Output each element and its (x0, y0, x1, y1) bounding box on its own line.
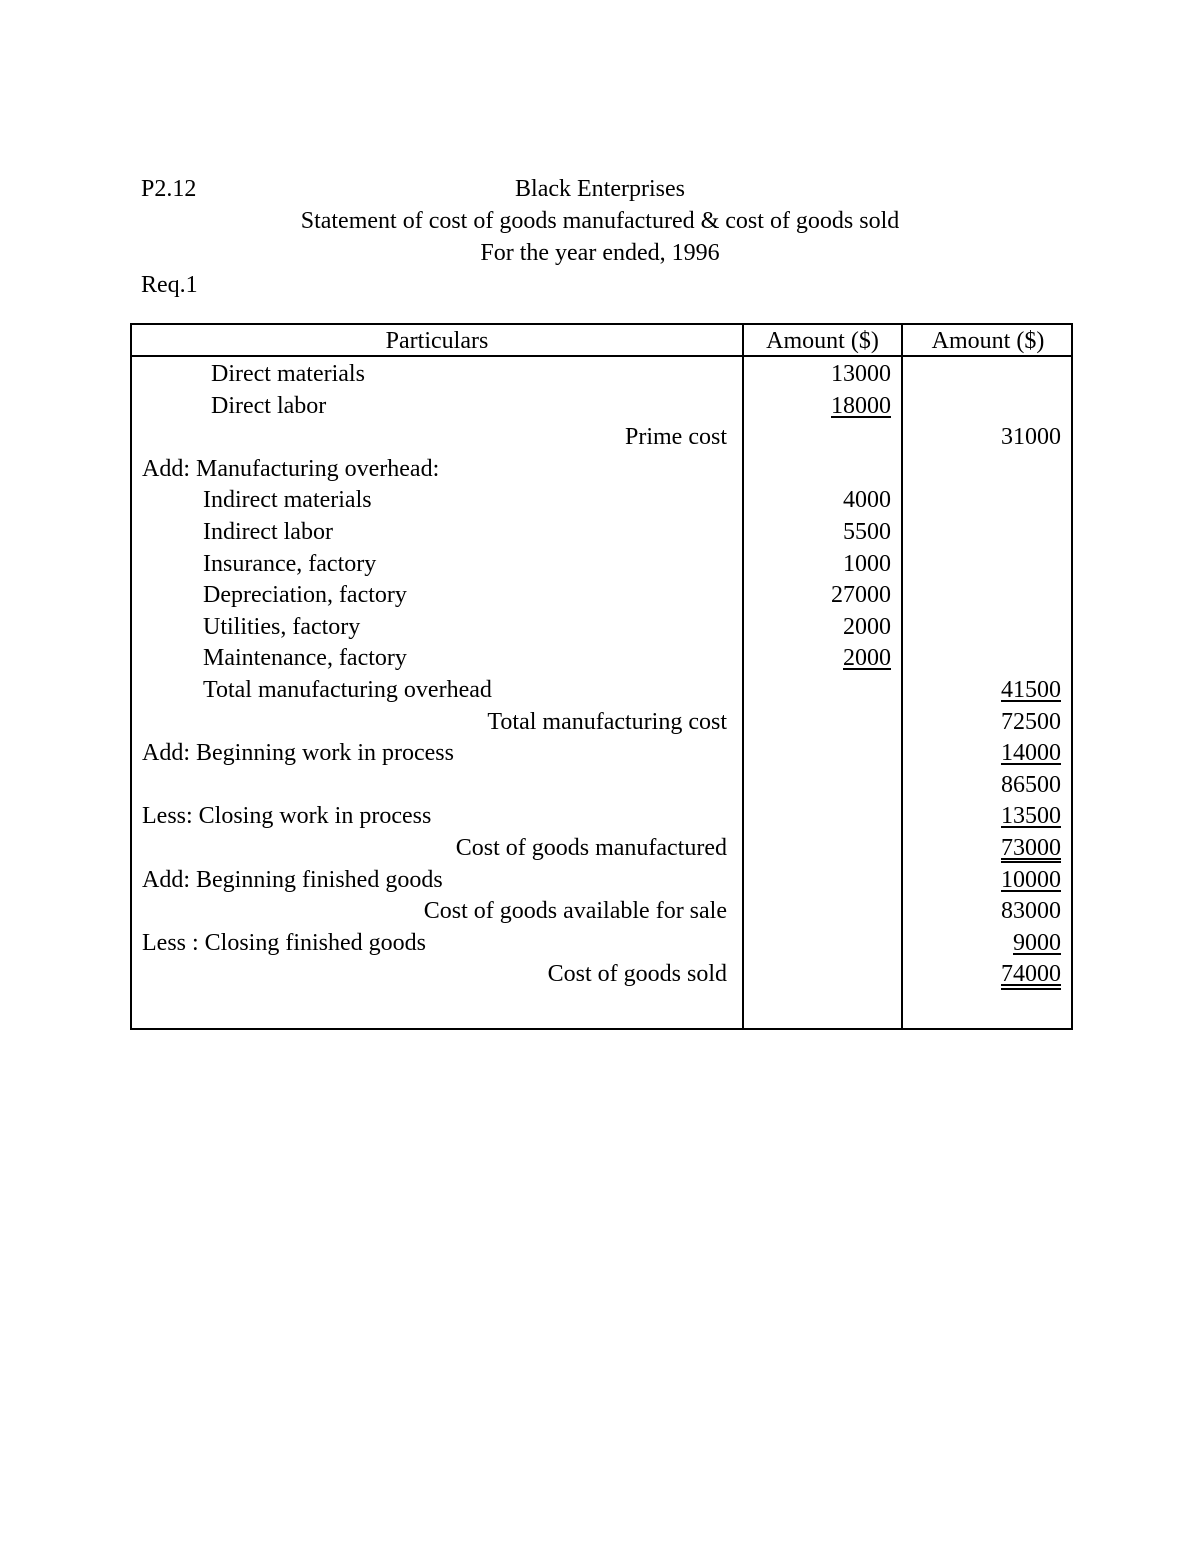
row-label: Cost of goods available for sale (423, 898, 727, 925)
row-amount-1: 27000 (831, 582, 891, 609)
row-label: Cost of goods sold (547, 961, 727, 988)
row-label: Less : Closing finished goods (142, 929, 427, 956)
table-row (132, 580, 1071, 612)
statement-rows (132, 359, 1071, 991)
row-label: Prime cost (625, 424, 727, 451)
row-amount-2: 41500 (1001, 676, 1061, 703)
row-label: Utilities, factory (203, 613, 361, 640)
table-row (132, 359, 1071, 391)
table-row (132, 896, 1071, 928)
row-amount-2: 74000 (1001, 961, 1061, 988)
row-label: Indirect materials (203, 487, 372, 514)
problem-number: P2.12 (141, 176, 197, 202)
row-amount-1: 2000 (843, 645, 891, 672)
row-amount-2: 72500 (1001, 708, 1061, 735)
row-label: Total manufacturing overhead (203, 676, 492, 703)
table-row (132, 833, 1071, 865)
row-amount-1: 5500 (843, 518, 891, 545)
row-amount-2: 9000 (1013, 929, 1061, 956)
table-row (132, 517, 1071, 549)
table-row (132, 770, 1071, 802)
row-label: Indirect labor (203, 518, 333, 545)
row-label: Add: Beginning work in process (142, 740, 454, 767)
table-row (132, 801, 1071, 833)
row-amount-2: 31000 (1001, 424, 1061, 451)
header-divider (132, 355, 1071, 357)
column-header-particulars: Particulars (385, 328, 489, 354)
table-row (132, 707, 1071, 739)
row-amount-1: 2000 (843, 613, 891, 640)
row-label: Depreciation, factory (203, 582, 407, 609)
row-amount-2: 83000 (1001, 898, 1061, 925)
table-row (132, 549, 1071, 581)
row-amount-2: 73000 (1001, 834, 1061, 861)
table-row (132, 391, 1071, 423)
column-header-amount-1: Amount ($) (766, 328, 879, 354)
row-label: Less: Closing work in process (142, 803, 432, 830)
statement-period: For the year ended, 1996 (480, 240, 720, 266)
row-amount-1: 1000 (843, 550, 891, 577)
row-amount-2: 86500 (1001, 771, 1061, 798)
table-row (132, 485, 1071, 517)
row-amount-1: 13000 (831, 361, 891, 387)
cost-statement-table (130, 323, 1073, 1030)
table-row (132, 675, 1071, 707)
row-label: Direct materials (211, 361, 365, 387)
table-row (132, 865, 1071, 897)
requirement-label: Req.1 (141, 272, 198, 298)
column-header-amount-2: Amount ($) (931, 328, 1045, 354)
row-amount-2: 10000 (1001, 866, 1061, 893)
row-label: Maintenance, factory (203, 645, 407, 672)
table-row (132, 928, 1071, 960)
table-row (132, 959, 1071, 991)
row-amount-2: 14000 (1001, 740, 1061, 767)
row-amount-1: 4000 (843, 487, 891, 514)
row-amount-2: 13500 (1001, 803, 1061, 830)
row-label: Insurance, factory (203, 550, 377, 577)
row-label: Direct labor (211, 392, 327, 419)
table-row (132, 454, 1071, 486)
row-amount-1: 18000 (831, 392, 891, 419)
statement-title: Statement of cost of goods manufactured & cost of goods sold (300, 208, 900, 234)
row-label: Total manufacturing cost (487, 708, 727, 735)
row-label: Add: Beginning finished goods (142, 866, 443, 893)
company-name: Black Enterprises (515, 176, 685, 202)
row-label: Cost of goods manufactured (455, 834, 727, 861)
table-row (132, 612, 1071, 644)
table-row (132, 738, 1071, 770)
table-row (132, 422, 1071, 454)
table-row (132, 643, 1071, 675)
row-label: Add: Manufacturing overhead: (142, 455, 440, 482)
